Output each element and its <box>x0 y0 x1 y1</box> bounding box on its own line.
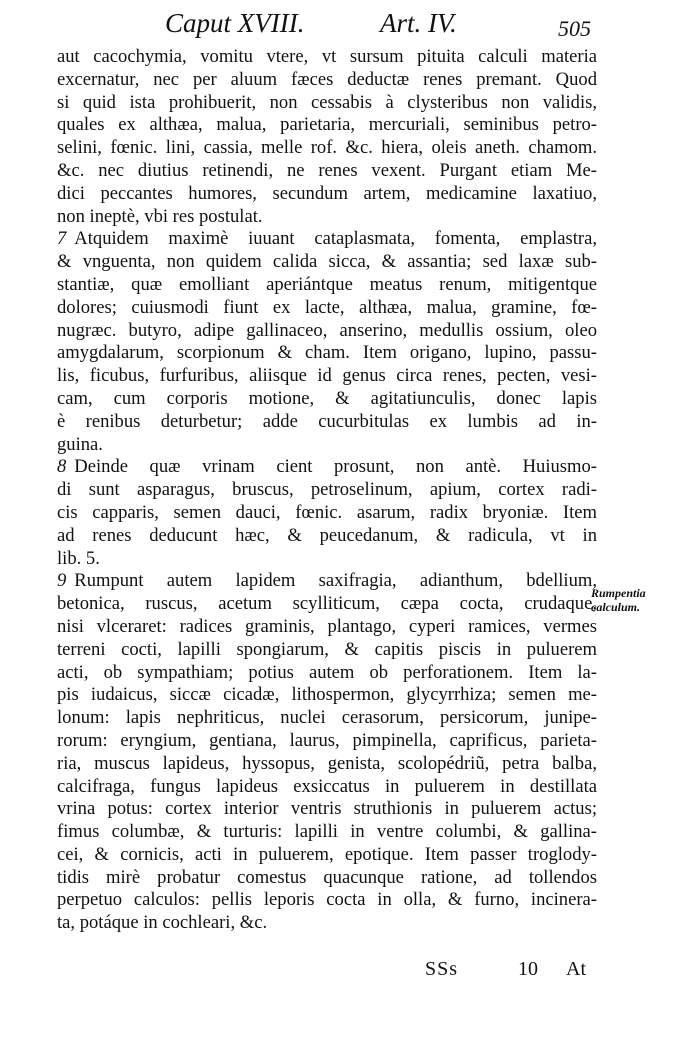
marginal-note <box>591 586 695 614</box>
text-line <box>57 548 597 571</box>
line-text: rorum: eryngium, gentiana, laurus, pimpinella, caprificus, parieta- <box>57 729 597 751</box>
text-line <box>57 434 597 457</box>
chapter-heading: Caput XVIII. <box>165 8 305 38</box>
text-line <box>57 160 597 183</box>
line-text: & vnguenta, non quidem calida sicca, & assantia; sed laxæ sub- <box>57 251 597 273</box>
line-text: aut cacochymia, vomitu vtere, vt sursum pituita calculi materia <box>57 46 597 67</box>
text-line <box>57 684 597 707</box>
line-text: betonica, ruscus, acetum scylliticum, cæpa cocta, crudaque, <box>57 593 597 615</box>
text-line <box>57 867 597 890</box>
text-line <box>57 92 597 115</box>
line-text: vrina potus: cortex interior ventris struthionis in puluerem actus; <box>57 798 597 820</box>
marginal-note-line: Rumpentia <box>591 586 646 600</box>
text-line <box>57 388 597 411</box>
text-line <box>57 798 597 821</box>
paragraph <box>57 228 597 456</box>
line-text: calcifraga, fungus lapideus exsiccatus in puluerem in destillata <box>57 775 597 797</box>
text-line <box>57 616 597 639</box>
line-text: ad renes deducunt hæc, & peucedanum, & radicula, vt in <box>57 524 597 546</box>
page-number: 505 <box>558 16 591 41</box>
line-text: selini, fœnic. lini, cassia, melle rof. &c. hiera, oleis aneth. chamom. <box>57 137 597 159</box>
text-line <box>57 821 597 844</box>
line-text: ria, muscus lapideus, hyssopus, genista, scolopédriũ, petra balba, <box>57 752 597 774</box>
paragraph-number: 8 <box>57 456 67 478</box>
text-line <box>57 206 597 229</box>
page-footer <box>0 958 700 988</box>
text-line <box>57 297 597 320</box>
line-text: terreni cocti, lapilli spongiarum, & capitis piscis in puluerem <box>57 638 597 660</box>
line-text: perpetuo calculos: pellis leporis cocta in olla, & furno, incinera- <box>57 889 597 911</box>
line-text: è renibus deturbetur; adde cucurbitulas ex lumbis ad in- <box>57 410 597 432</box>
text-line <box>57 912 597 935</box>
line-text: excernatur, nec per aluum fæces deductæ renes premant. Quod <box>57 68 597 90</box>
text-line <box>57 525 597 548</box>
text-line <box>57 137 597 160</box>
text-line <box>57 479 597 502</box>
text-line <box>57 342 597 365</box>
text-line <box>57 251 597 274</box>
text-line <box>57 365 597 388</box>
text-line <box>57 707 597 730</box>
paragraph <box>57 570 597 935</box>
line-text: lib. 5. <box>57 547 100 569</box>
line-text: fimus columbæ, & turturis: lapilli in ventre columbi, & gallina- <box>57 821 597 843</box>
line-text: &c. nec diutius retinendi, ne renes vexent. Purgant etiam Me- <box>57 159 597 181</box>
line-text: guina. <box>57 433 103 455</box>
text-line <box>57 46 597 69</box>
line-text: cis capparis, semen dauci, fœnic. asarum, radix bryoniæ. Item <box>57 501 597 523</box>
running-head <box>0 6 700 42</box>
line-text: lonum: lapis nephriticus, nuclei cerasorum, persicorum, junipe- <box>57 707 597 729</box>
text-line <box>57 183 597 206</box>
article-heading: Art. IV. <box>380 8 457 38</box>
line-text: lis, ficubus, furfuribus, aliisque id genus circa renes, pecten, vesi- <box>57 365 597 387</box>
line-text: Deinde quæ vrinam cient prosunt, non antè. Huiusmo- <box>74 456 597 478</box>
line-text: pis iudaicus, siccæ cicadæ, lithospermon, glycyrrhiza; semen me- <box>57 684 597 706</box>
text-line <box>57 593 597 616</box>
paragraph <box>57 46 597 228</box>
line-text: Atquidem maximè iuuant cataplasmata, fomenta, emplastra, <box>74 228 597 250</box>
text-line <box>57 753 597 776</box>
line-text: nugræc. butyro, adipe gallinaceo, anserino, medullis ossium, oleo <box>57 319 597 341</box>
line-text: quales ex althæa, malua, parietaria, mercuriali, seminibus petro- <box>57 114 597 136</box>
line-text: dici peccantes humores, secundum artem, medicamine laxatiuo, <box>57 182 597 204</box>
text-line <box>57 320 597 343</box>
text-line <box>57 456 597 479</box>
line-text: cam, cum corporis motione, & agitatiunculis, donec lapis <box>57 387 597 409</box>
signature-mark: SSs <box>425 958 459 980</box>
text-line <box>57 502 597 525</box>
text-line <box>57 570 597 593</box>
text-line <box>57 730 597 753</box>
marginal-note-line: calculum. <box>591 600 641 614</box>
catchword: At <box>566 958 586 980</box>
signature-number: 10 <box>518 958 538 980</box>
text-line <box>57 889 597 912</box>
text-line <box>57 662 597 685</box>
line-text: tidis mirè probatur comestus quacunque ratione, ad tollendos <box>57 866 597 888</box>
paragraph <box>57 456 597 570</box>
line-text: cei, & cornicis, acti in puluerem, epotique. Item passer troglody- <box>57 843 597 865</box>
paragraph-number: 9 <box>57 570 67 592</box>
line-text: ta, potáque in cochleari, &c. <box>57 912 268 934</box>
line-text: non ineptè, vbi res postulat. <box>57 205 263 227</box>
line-text: si quid ista prohibuerit, non cessabis à clysteribus non validis, <box>57 91 597 113</box>
text-line <box>57 228 597 251</box>
text-line <box>57 114 597 137</box>
line-text: amygdalarum, scorpionum & cham. Item origano, lupino, passu- <box>57 342 597 364</box>
line-text: acti, ob sympathiam; potius autem ob perforationem. Item la- <box>57 661 597 683</box>
text-line <box>57 69 597 92</box>
line-text: nisi vlceraret: radices graminis, plantago, cyperi ramices, vermes <box>57 615 597 637</box>
text-line <box>57 411 597 434</box>
body-text <box>57 46 597 935</box>
text-line <box>57 776 597 799</box>
paragraph-number: 7 <box>57 228 67 250</box>
text-line <box>57 844 597 867</box>
line-text: stantiæ, quæ emolliant aperiántque meatus renum, mitigentque <box>57 273 597 295</box>
text-line <box>57 274 597 297</box>
line-text: Rumpunt autem lapidem saxifragia, adianthum, bdellium, <box>74 570 597 592</box>
line-text: dolores; cuiusmodi fiunt ex lacte, althæa, malua, gramine, fœ- <box>57 296 597 318</box>
line-text: di sunt asparagus, bruscus, petroselinum, apium, cortex radi- <box>57 479 597 501</box>
text-line <box>57 639 597 662</box>
